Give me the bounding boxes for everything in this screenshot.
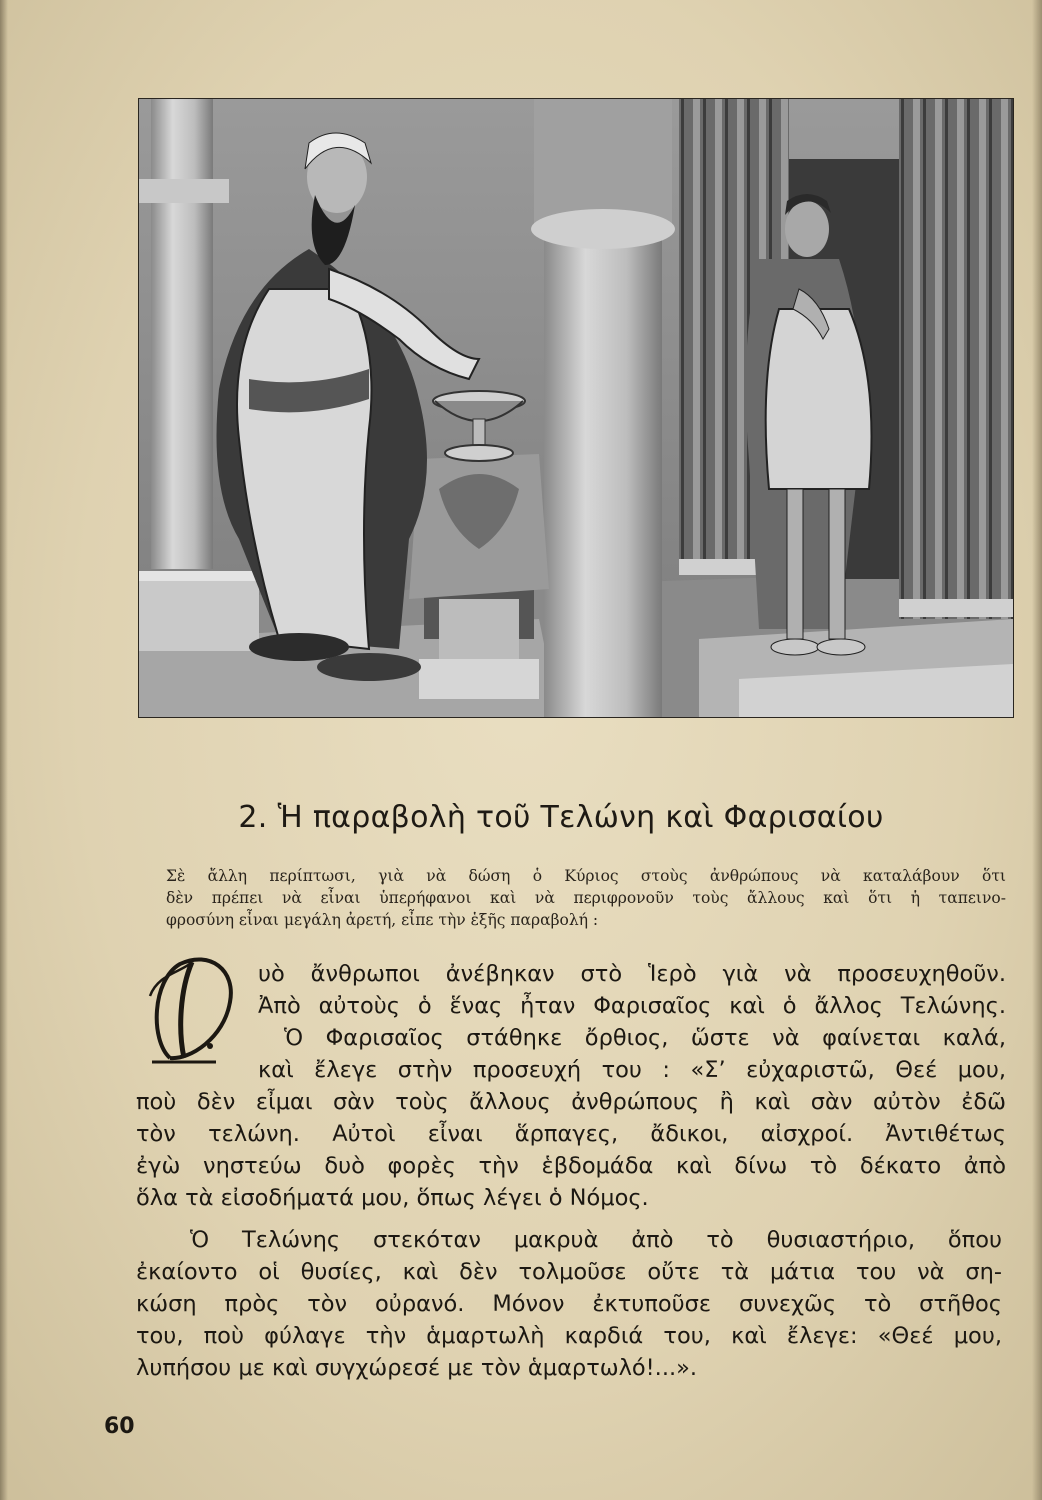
intro-line: Σὲ ἄλλη περίπτωσι, γιὰ νὰ δώση ὁ Κύριος στοὺς ἀνθρώπους νὰ καταλάβουν ὅτι [166, 867, 1006, 885]
intro-line: φροσύνη εἶναι μεγάλη ἀρετή, εἶπε τὴν ἑξῆς παραβολή : [166, 911, 599, 929]
page-number: 60 [104, 1414, 135, 1439]
story-line: τὸν τελώνη. Αὐτοὶ εἶναι ἅρπαγες, ἄδικοι, αἰσχροί. Ἀντιθέτως [136, 1121, 1006, 1147]
dropcap-letter [140, 950, 240, 1070]
story-line: κώση πρὸς τὸν οὐρανό. Μόνον ἐκτυποῦσε συνεχῶς τὸ στῆθος [136, 1291, 1002, 1317]
dropcap-text: D [140, 950, 141, 951]
page-edge-left [0, 0, 8, 1500]
parable-illustration-icon [139, 99, 1013, 717]
section-heading [0, 800, 1042, 835]
intro-line: δὲν πρέπει νὰ εἶναι ὑπερήφανοι καὶ νὰ περιφρονοῦν τοὺς ἄλλους καὶ ὅτι ἡ ταπεινο- [166, 889, 1006, 907]
story-line: καὶ ἔλεγε στὴν προσευχή του : «Σ’ εὐχαριστῶ, Θεέ μου, [258, 1057, 1006, 1083]
story-line: του, ποὺ φύλαγε τὴν ἁμαρτωλὴ καρδιά του, καὶ ἔλεγε: «Θεέ μου, [136, 1323, 1002, 1349]
story-line: ἐκαίοντο οἱ θυσίες, καὶ δὲν τολμοῦσε οὔτε τὰ μάτια του νὰ ση- [136, 1259, 1002, 1285]
story-line: Ἀπὸ αὐτοὺς ὁ ἕνας ἦταν Φαρισαῖος καὶ ὁ ἄλλος Τελώνης. [258, 993, 1006, 1019]
story-line: Ὁ Τελώνης στεκόταν μακρυὰ ἀπὸ τὸ θυσιαστήριο, ὅπου [190, 1227, 1002, 1253]
story-line: υὸ ἄνθρωποι ἀνέβηκαν στὸ Ἱερὸ γιὰ νὰ προσευχηθοῦν. [258, 961, 1006, 987]
story-line: ποὺ δὲν εἶμαι σὰν τοὺς ἄλλους ἀνθρώπους ἢ καὶ σὰν αὐτὸν ἐδῶ [136, 1089, 1006, 1115]
story-line: ὅλα τὰ εἰσοδήματά μου, ὅπως λέγει ὁ Νόμος. [136, 1185, 649, 1211]
page-edge-right [1032, 0, 1042, 1500]
story-line: λυπήσου με καὶ συγχώρεσέ με τὸν ἁμαρτωλό!...». [136, 1355, 698, 1381]
parable-illustration [138, 98, 1014, 718]
story-line: Ὁ Φαρισαῖος στάθηκε ὄρθιος, ὥστε νὰ φαίνεται καλά, [284, 1025, 1006, 1051]
section-number: 2. [238, 800, 268, 835]
intro-paragraph [166, 865, 1006, 931]
story-line: ἐγὼ νηστεύω δυὸ φορὲς τὴν ἑβδομάδα καὶ δίνω τὸ δέκατο ἀπὸ [136, 1153, 1006, 1179]
section-title: Ἡ παραβολὴ τοῦ Τελώνη καὶ Φαρισαίου [277, 800, 884, 835]
